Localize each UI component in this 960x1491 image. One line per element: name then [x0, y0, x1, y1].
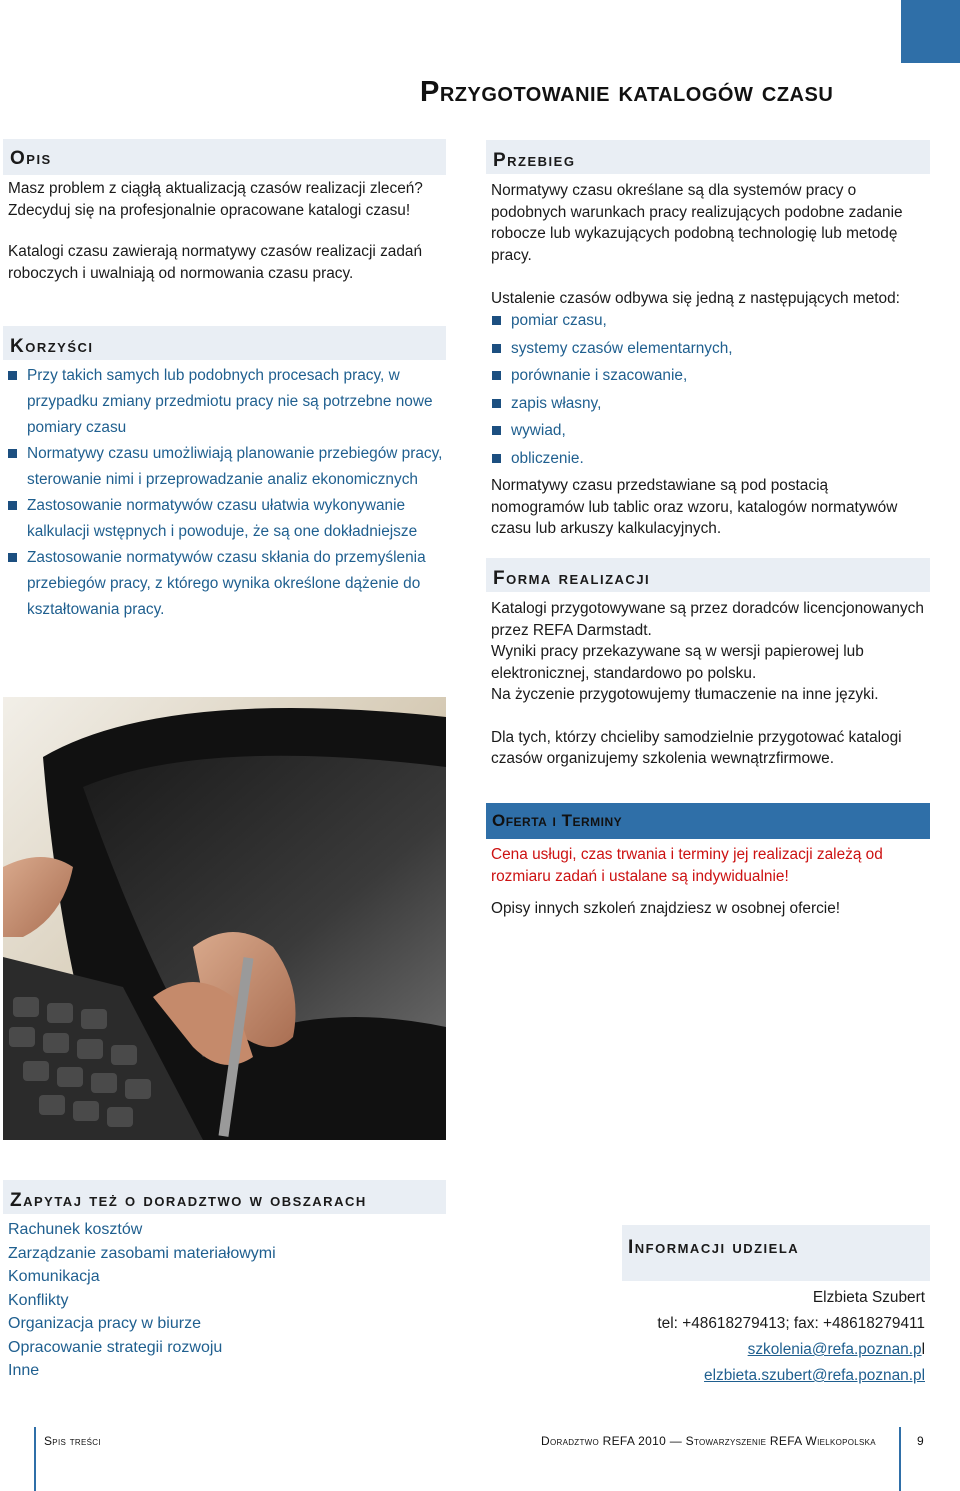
zapytaj-links-list [8, 1218, 428, 1383]
method-item: porównanie i szacowanie, [492, 362, 922, 390]
square-bullet-icon [8, 553, 17, 562]
przebieg-methods-intro: Ustalenie czasów odbywa się jedną z następujących metod: [491, 290, 900, 307]
opis-paragraph-1: Masz problem z ciągłą aktualizacją czasów realizacji zleceń? Zdecyduj się na profesjonalnie opracowane katalogi czasu! [8, 180, 423, 219]
consulting-link-inne[interactable]: Inne [8, 1362, 40, 1379]
consulting-link-strategia[interactable]: Opracowanie strategii rozwoju [8, 1338, 223, 1356]
info-heading: Informacji udziela [622, 1225, 930, 1281]
contact-name: Elzbieta Szubert [812, 1289, 925, 1306]
korzysci-item: Zastosowanie normatywów czasu ułatwia wykonywanie kalkulacji wstępnych i powoduje, że są one dokładniejsze [8, 493, 443, 545]
oferta-heading: Oferta i Terminy [486, 803, 930, 839]
footer-page-number: 9 [917, 1434, 924, 1448]
contact-email-2-row [560, 1363, 925, 1389]
forma-line-2: Wyniki pracy przekazywane są w wersji papierowej lub elektronicznej, standardowo po polsku. [491, 643, 864, 682]
oferta-other-trainings: Opisy innych szkoleń znajdziesz w osobnej ofercie! [491, 900, 841, 917]
przebieg-intro: Normatywy czasu określane są dla systemów pracy o podobnych warunkach pracy realizujących podobne zadanie robocze lub wykazujących podobną technologię lub metodę pracy. [491, 182, 903, 264]
zapytaj-heading: Zapytaj też o doradztwo w obszarach [3, 1180, 446, 1214]
consulting-link-rachunek[interactable]: Rachunek kosztów [8, 1221, 143, 1238]
method-item: obliczenie. [492, 445, 922, 473]
photo-tablet-stylus [3, 697, 446, 1140]
korzysci-item: Normatywy czasu umożliwiają planowanie przebiegów pracy, sterowanie nimi i przeprowadzanie analiz ekonomicznych [8, 441, 443, 493]
method-item: pomiar czasu, [492, 307, 922, 335]
footer-toc-link[interactable]: Spis treści [44, 1434, 101, 1448]
square-bullet-icon [8, 371, 17, 380]
przebieg-outro: Normatywy czasu przedstawiane są pod postacią nomogramów lub tablic oraz wzoru, katalogów normatywów czasu lub arkuszy kalkulacyjnych. [491, 477, 898, 537]
opis-heading: Opis [3, 139, 446, 175]
page-title: Przygotowanie katalogów czasu [420, 76, 834, 108]
footer-left-rule [34, 1427, 36, 1491]
method-item: systemy czasów elementarnych, [492, 335, 922, 363]
square-bullet-icon [492, 344, 501, 353]
square-bullet-icon [492, 371, 501, 380]
forma-body [491, 598, 927, 770]
forma-line-1: Katalogi przygotowywane są przez doradców licencjonowanych przez REFA Darmstadt. [491, 600, 924, 639]
corner-accent-block [901, 0, 960, 63]
square-bullet-icon [492, 399, 501, 408]
square-bullet-icon [492, 426, 501, 435]
forma-line-3: Na życzenie przygotowujemy tłumaczenie na inne języki. [491, 686, 879, 703]
square-bullet-icon [492, 454, 501, 463]
przebieg-heading: Przebieg [486, 140, 930, 174]
footer-title: Doradztwo REFA 2010 — Stowarzyszenie REFA Wielkopolska [541, 1434, 876, 1448]
photo-illustration [3, 697, 446, 1140]
korzysci-heading: Korzyści [3, 326, 446, 360]
contact-email-2-link[interactable]: elzbieta.szubert@refa.poznan.pl [704, 1367, 925, 1384]
opis-body [8, 178, 448, 284]
contact-email-1-row [560, 1337, 925, 1363]
korzysci-item: Przy takich samych lub podobnych procesach pracy, w przypadku zmiany przedmiotu pracy nie są potrzebne nowe pomiary czasu [8, 363, 443, 441]
contact-email-1-tail: l [921, 1341, 925, 1358]
contact-phone: tel: +48618279413; fax: +48618279411 [657, 1315, 925, 1332]
square-bullet-icon [8, 449, 17, 458]
contact-email-1-link[interactable]: szkolenia@refa.poznan.p [747, 1341, 922, 1358]
method-item: wywiad, [492, 417, 922, 445]
korzysci-list [8, 363, 443, 623]
forma-extra: Dla tych, którzy chcieliby samodzielnie przygotować katalogi czasów organizujemy szkolenia wewnątrzfirmowe. [491, 728, 902, 767]
consulting-link-komunikacja[interactable]: Komunikacja [8, 1268, 100, 1285]
contact-info [560, 1285, 925, 1389]
square-bullet-icon [492, 316, 501, 325]
forma-heading: Forma realizacji [486, 558, 930, 592]
consulting-link-konflikty[interactable]: Konflikty [8, 1291, 69, 1309]
method-item: zapis własny, [492, 390, 922, 418]
opis-paragraph-2: Katalogi czasu zawierają normatywy czasów realizacji zadań roboczych i uwalniają od normowania czasu pracy. [8, 243, 423, 282]
footer-right-rule [899, 1427, 901, 1491]
consulting-link-zasoby[interactable]: Zarządzanie zasobami materiałowymi [8, 1244, 276, 1262]
przebieg-methods-list [492, 307, 922, 472]
korzysci-item: Zastosowanie normatywów czasu skłania do przemyślenia przebiegów pracy, z którego wynika określone dążenie do kształtowania pracy. [8, 545, 443, 623]
consulting-link-organizacja[interactable]: Organizacja pracy w biurze [8, 1315, 201, 1332]
square-bullet-icon [8, 501, 17, 510]
oferta-price-note: Cena usługi, czas trwania i terminy jej realizacji zależą od rozmiaru zadań i ustalane są indywidualnie! [491, 846, 883, 885]
